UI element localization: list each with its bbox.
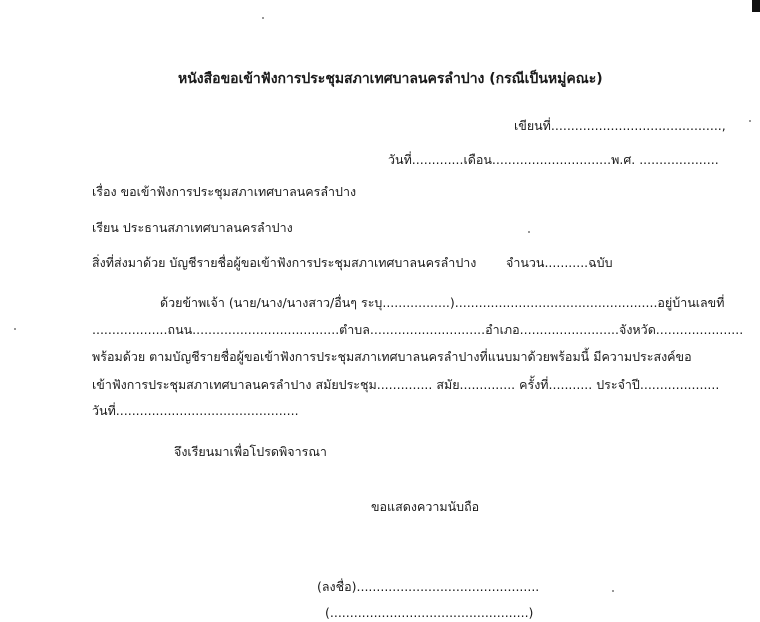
- recipient-line: เรียน ประธานสภาเทศบาลนครลำปาง: [92, 220, 293, 235]
- date-line: วันที่.............เดือน..............................พ.ศ. ....................: [388, 152, 719, 167]
- body-line-2: ...................ถนน.....................................ตำบล.............................อำเภอ.........................จังหวัด......................: [92, 322, 744, 337]
- regards-line: ขอแสดงความนับถือ: [371, 499, 480, 514]
- scan-speck: [749, 120, 751, 122]
- scan-corner-mark: [752, 0, 760, 12]
- signature-line: (ลงชื่อ)..............................................: [317, 579, 540, 594]
- body-line-5: วันที่..............................................: [92, 403, 299, 418]
- scan-speck: [262, 17, 264, 19]
- document-title: หนังสือขอเข้าฟังการประชุมสภาเทศบาลนครลำปาง (กรณีเป็นหมู่คณะ): [178, 71, 603, 87]
- attachment-line: สิ่งที่ส่งมาด้วย บัญชีรายชื่อผู้ขอเข้าฟังการประชุมสภาเทศบาลนครลำปาง: [92, 255, 477, 270]
- scan-speck: [528, 231, 530, 233]
- body-line-1: ด้วยข้าพเจ้า (นาย/นาง/นางสาว/อื่นๆ ระบุ.................)...................................................อยู่บ้านเลขที่: [160, 295, 725, 310]
- body-line-3: พร้อมด้วย ตามบัญชีรายชื่อผู้ขอเข้าฟังการประชุมสภาเทศบาลนครลำปางที่แนบมาด้วยพร้อมนี้ มีความประสงค์ขอ: [92, 349, 692, 364]
- attachment-count: จำนวน...........ฉบับ: [506, 255, 613, 270]
- printed-name-line: (..................................................): [325, 605, 534, 620]
- scan-speck: [612, 590, 614, 592]
- scan-speck: [14, 328, 16, 330]
- body-line-4: เข้าฟังการประชุมสภาเทศบาลนครลำปาง สมัยประชุม.............. สมัย.............. ครั้งที่........... ประจำปี....................: [92, 377, 720, 392]
- closing-line: จึงเรียนมาเพื่อโปรดพิจารณา: [174, 444, 327, 459]
- written-at-line: เขียนที่...........................................,: [514, 118, 726, 133]
- subject-line: เรื่อง ขอเข้าฟังการประชุมสภาเทศบาลนครลำปาง: [92, 184, 357, 199]
